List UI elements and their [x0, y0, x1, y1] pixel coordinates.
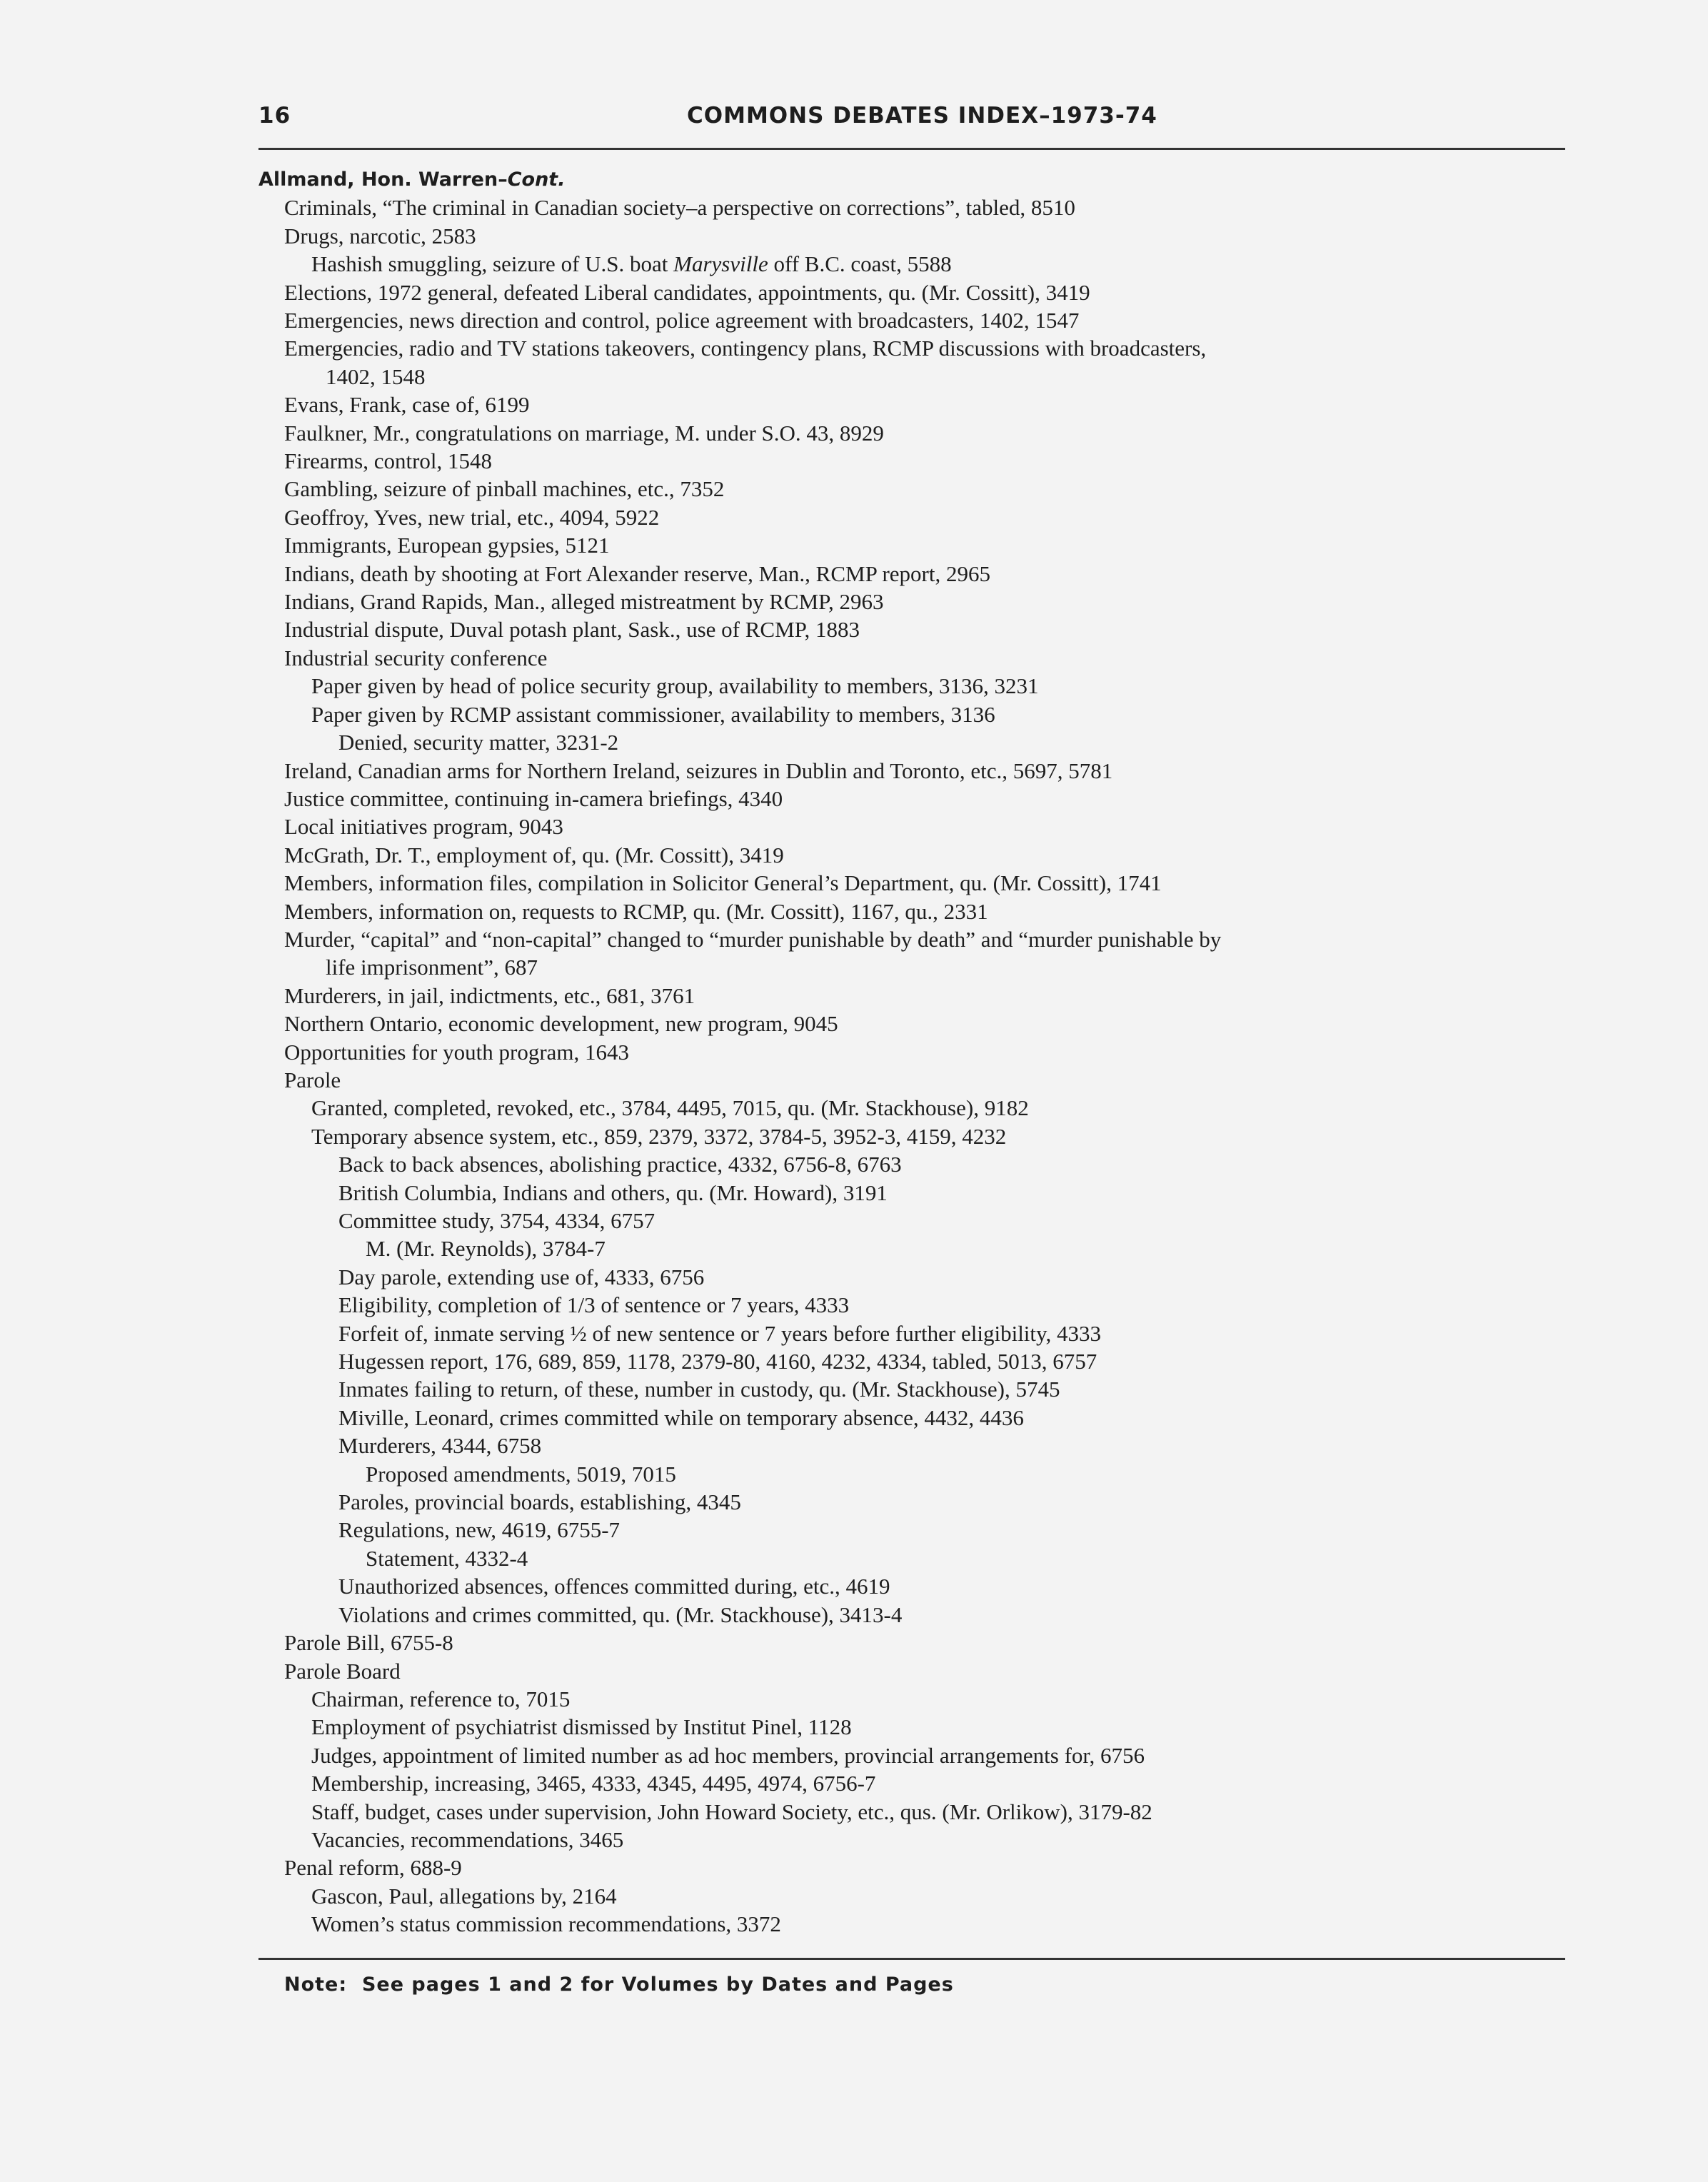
index-entry: Paroles, provincial boards, establishing, 4345 [338, 1489, 741, 1515]
index-entry: Unauthorized absences, offences committed during, etc., 4619 [338, 1574, 890, 1599]
index-entry: Gascon, Paul, allegations by, 2164 [311, 1883, 617, 1909]
header-rule [258, 148, 1565, 150]
index-entry: M. (Mr. Reynolds), 3784-7 [366, 1236, 606, 1262]
index-entry: Staff, budget, cases under supervision, John Howard Society, etc., qus. (Mr. Orlikow), 3179-82 [311, 1799, 1152, 1824]
main-heading [258, 166, 1565, 193]
main-heading-name: Allmand, Hon. Warren [258, 169, 498, 191]
index-entry: Committee study, 3754, 4334, 6757 [338, 1208, 655, 1234]
index-entry: Back to back absences, abolishing practice, 4332, 6756-8, 6763 [338, 1152, 902, 1177]
index-entry-text: off B.C. coast, 5588 [768, 251, 952, 277]
main-heading-dash: – [498, 169, 508, 191]
footer-rule [258, 1958, 1565, 1960]
index-entry: Immigrants, European gypsies, 5121 [284, 533, 610, 558]
index-entry: Granted, completed, revoked, etc., 3784, 4495, 7015, qu. (Mr. Stackhouse), 9182 [311, 1095, 1029, 1121]
index-entry: Penal reform, 688-9 [284, 1855, 462, 1881]
index-entry: Industrial security conference [284, 645, 548, 670]
index-entry: Violations and crimes committed, qu. (Mr. Stackhouse), 3413-4 [338, 1602, 903, 1627]
index-entry: Gambling, seizure of pinball machines, etc., 7352 [284, 476, 725, 502]
index-entry: Ireland, Canadian arms for Northern Ireland, seizures in Dublin and Toronto, etc., 5697, 5781 [284, 758, 1113, 783]
index-entry: Paper given by RCMP assistant commissioner, availability to members, 3136 [311, 701, 995, 727]
index-entry: Hugessen report, 176, 689, 859, 1178, 2379-80, 4160, 4232, 4334, tabled, 5013, 6757 [338, 1349, 1097, 1374]
index-entry: McGrath, Dr. T., employment of, qu. (Mr. Cossitt), 3419 [284, 842, 784, 868]
index-entry: Evans, Frank, case of, 6199 [284, 392, 530, 418]
index-entry: Denied, security matter, 3231-2 [338, 730, 619, 755]
index-entry: Members, information on, requests to RCMP, qu. (Mr. Cossitt), 1167, qu., 2331 [284, 898, 988, 924]
index-entry: Temporary absence system, etc., 859, 2379, 3372, 3784-5, 3952-3, 4159, 4232 [311, 1123, 1007, 1149]
index-entry-text: Hashish smuggling, seizure of U.S. boat [311, 251, 674, 277]
index-entry: Faulkner, Mr., congratulations on marriage, M. under S.O. 43, 8929 [284, 420, 884, 446]
index-entry: Murderers, in jail, indictments, etc., 681, 3761 [284, 982, 695, 1008]
index-entry: Judges, appointment of limited number as ad hoc members, provincial arrangements for, 6756 [311, 1742, 1145, 1768]
index-entry: Employment of psychiatrist dismissed by Institut Pinel, 1128 [311, 1714, 852, 1740]
index-entry: Indians, Grand Rapids, Man., alleged mistreatment by RCMP, 2963 [284, 589, 884, 615]
index-entry: Paper given by head of police security group, availability to members, 3136, 3231 [311, 673, 1039, 699]
index-entry: Parole Bill, 6755-8 [284, 1630, 453, 1656]
index-entry: Vacancies, recommendations, 3465 [311, 1826, 624, 1852]
vessel-name: Marysville [673, 251, 768, 277]
index-entry: Chairman, reference to, 7015 [311, 1686, 571, 1711]
index-entry: Members, information files, compilation in Solicitor General’s Department, qu. (Mr. Cossitt), 1741 [284, 870, 1162, 896]
running-head-title: COMMONS DEBATES INDEX–1973-74 [687, 103, 1157, 129]
index-entry: Justice committee, continuing in-camera briefings, 4340 [284, 785, 783, 811]
index-entry-continuation: 1402, 1548 [326, 363, 426, 389]
index-entry: Firearms, control, 1548 [284, 448, 493, 474]
index-entry: Eligibility, completion of 1/3 of sentence or 7 years, 4333 [338, 1292, 850, 1318]
index-entry: Membership, increasing, 3465, 4333, 4345, 4495, 4974, 6756-7 [311, 1771, 876, 1796]
index-entry: Drugs, narcotic, 2583 [284, 223, 476, 248]
index-entry: Statement, 4332-4 [366, 1545, 528, 1571]
index-entry: Industrial dispute, Duval potash plant, Sask., use of RCMP, 1883 [284, 617, 860, 643]
index-entry: Proposed amendments, 5019, 7015 [366, 1461, 676, 1487]
index-entry: Northern Ontario, economic development, new program, 9045 [284, 1011, 838, 1037]
main-heading-cont: Cont. [507, 169, 566, 191]
index-entry: Parole Board [284, 1658, 401, 1684]
index-entry: Local initiatives program, 9043 [284, 814, 563, 840]
index-entry: Emergencies, radio and TV stations takeovers, contingency plans, RCMP discussions with broadcasters, [284, 336, 1207, 361]
footer-note: Note: See pages 1 and 2 for Volumes by Dates and Pages [284, 1974, 954, 1996]
index-entry: Miville, Leonard, crimes committed while on temporary absence, 4432, 4436 [338, 1404, 1024, 1430]
index-entry: Murder, “capital” and “non-capital” changed to “murder punishable by death” and “murder punishable by [284, 926, 1222, 952]
index-entry: Parole [284, 1067, 341, 1092]
index-entry: Women’s status commission recommendations, 3372 [311, 1911, 781, 1937]
index-entry [311, 250, 1565, 278]
index-entry: Indians, death by shooting at Fort Alexander reserve, Man., RCMP report, 2965 [284, 560, 990, 586]
index-entry: Inmates failing to return, of these, number in custody, qu. (Mr. Stackhouse), 5745 [338, 1377, 1060, 1402]
index-entry-continuation: life imprisonment”, 687 [326, 955, 538, 980]
index-entry: Criminals, “The criminal in Canadian society–a perspective on corrections”, tabled, 8510 [284, 195, 1075, 221]
page-number: 16 [258, 103, 291, 129]
index-entry: Regulations, new, 4619, 6755-7 [338, 1517, 621, 1543]
index-entry: Opportunities for youth program, 1643 [284, 1039, 630, 1065]
index-entry: Geoffroy, Yves, new trial, etc., 4094, 5922 [284, 504, 660, 530]
index-entry: Forfeit of, inmate serving ½ of new sentence or 7 years before further eligibility, 4333 [338, 1320, 1102, 1346]
index-body [258, 166, 1565, 1939]
index-entry: Emergencies, news direction and control, police agreement with broadcasters, 1402, 1547 [284, 308, 1080, 333]
index-entry: Murderers, 4344, 6758 [338, 1433, 542, 1459]
index-entry: Elections, 1972 general, defeated Liberal candidates, appointments, qu. (Mr. Cossitt), 3419 [284, 279, 1090, 305]
index-entry: Day parole, extending use of, 4333, 6756 [338, 1264, 705, 1289]
index-entry: British Columbia, Indians and others, qu. (Mr. Howard), 3191 [338, 1180, 888, 1205]
